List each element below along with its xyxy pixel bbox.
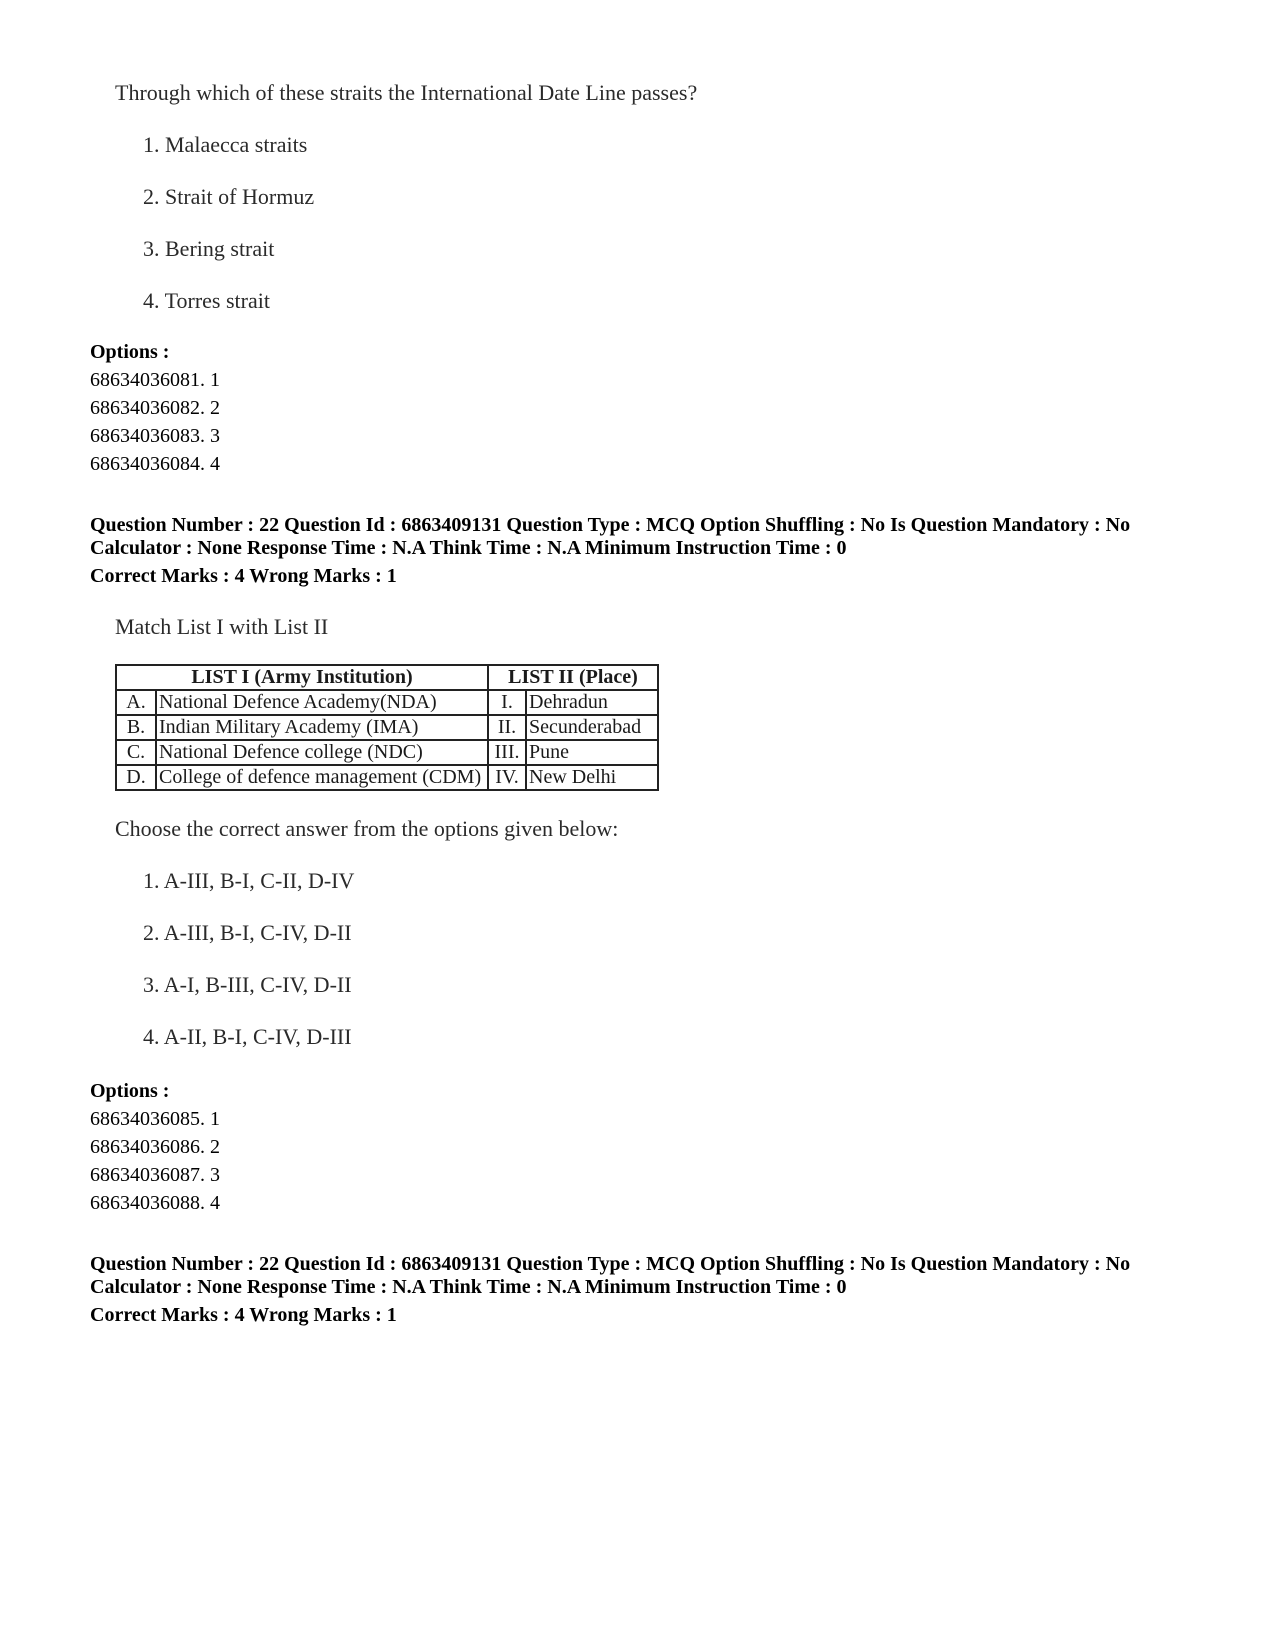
list-2-key: IV. bbox=[488, 765, 526, 790]
list-2-key: I. bbox=[488, 690, 526, 715]
question-22-meta-line: Question Number : 22 Question Id : 6863409131 Question Type : MCQ Option Shuffling : No Is Question Mandatory : No Calculator : None Response Time : N.A Think Time : N.A Minimum Instruction Time : 0 bbox=[90, 514, 1131, 559]
list-2-key: III. bbox=[488, 740, 526, 765]
question-22-meta bbox=[90, 514, 1200, 588]
option-item: 68634036083. 3 bbox=[90, 425, 220, 447]
table-row bbox=[116, 715, 658, 740]
question-22-choice-1: 1. A-III, B-I, C-II, D-IV bbox=[143, 868, 355, 893]
options-label: Options : bbox=[90, 1080, 170, 1102]
question-21-options bbox=[90, 338, 220, 478]
list-2-key: II. bbox=[488, 715, 526, 740]
table-row bbox=[116, 740, 658, 765]
question-next-marks: Correct Marks : 4 Wrong Marks : 1 bbox=[90, 1304, 397, 1326]
question-21-choice-3: 3. Bering strait bbox=[143, 236, 275, 261]
question-22-choice-2: 2. A-III, B-I, C-IV, D-II bbox=[143, 920, 352, 945]
table-row bbox=[116, 765, 658, 790]
table-row bbox=[116, 690, 658, 715]
question-22-choice-3: 3. A-I, B-III, C-IV, D-II bbox=[143, 972, 352, 997]
question-22-choice-4: 4. A-II, B-I, C-IV, D-III bbox=[143, 1024, 352, 1049]
question-22-marks: Correct Marks : 4 Wrong Marks : 1 bbox=[90, 565, 397, 587]
option-item: 68634036088. 4 bbox=[90, 1192, 220, 1214]
options-label: Options : bbox=[90, 341, 170, 363]
list-1-key: A. bbox=[116, 690, 156, 715]
list-2-value: New Delhi bbox=[526, 765, 658, 790]
list-2-value: Pune bbox=[526, 740, 658, 765]
list-1-value: College of defence management (CDM) bbox=[156, 765, 488, 790]
question-next-meta bbox=[90, 1253, 1200, 1327]
list-1-key: C. bbox=[116, 740, 156, 765]
list-2-header: LIST II (Place) bbox=[488, 665, 658, 690]
option-item: 68634036086. 2 bbox=[90, 1136, 220, 1158]
question-22-prompt-block bbox=[115, 614, 328, 640]
question-21-image bbox=[115, 80, 698, 313]
match-table bbox=[115, 664, 659, 791]
question-next-meta-line: Question Number : 22 Question Id : 6863409131 Question Type : MCQ Option Shuffling : No Is Question Mandatory : No Calculator : None Response Time : N.A Think Time : N.A Minimum Instruction Time : 0 bbox=[90, 1253, 1131, 1298]
question-21-choice-4: 4. Torres strait bbox=[143, 288, 270, 313]
option-item: 68634036085. 1 bbox=[90, 1108, 220, 1130]
list-2-value: Secunderabad bbox=[526, 715, 658, 740]
question-21-choice-2: 2. Strait of Hormuz bbox=[143, 184, 315, 209]
list-1-key: B. bbox=[116, 715, 156, 740]
question-22-choices-block bbox=[115, 816, 619, 1049]
question-22-options bbox=[90, 1077, 220, 1217]
question-21-prompt: Through which of these straits the International Date Line passes? bbox=[115, 80, 698, 105]
question-21-choice-1: 1. Malaecca straits bbox=[143, 132, 308, 157]
question-22-prompt: Match List I with List II bbox=[115, 614, 329, 639]
option-item: 68634036087. 3 bbox=[90, 1164, 220, 1186]
list-1-value: National Defence Academy(NDA) bbox=[156, 690, 488, 715]
list-2-value: Dehradun bbox=[526, 690, 658, 715]
list-1-value: Indian Military Academy (IMA) bbox=[156, 715, 488, 740]
list-1-key: D. bbox=[116, 765, 156, 790]
option-item: 68634036084. 4 bbox=[90, 453, 220, 475]
option-item: 68634036081. 1 bbox=[90, 369, 220, 391]
question-22-instruction: Choose the correct answer from the options given below: bbox=[115, 816, 619, 841]
list-1-header: LIST I (Army Institution) bbox=[116, 665, 488, 690]
option-item: 68634036082. 2 bbox=[90, 397, 220, 419]
list-1-value: National Defence college (NDC) bbox=[156, 740, 488, 765]
